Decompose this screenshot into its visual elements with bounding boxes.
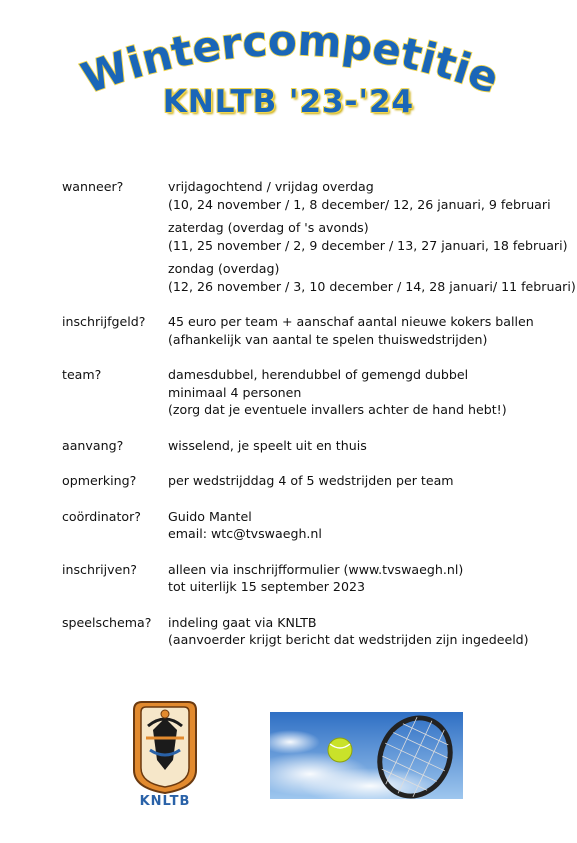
- value-block: [168, 472, 562, 490]
- value-line: 45 euro per team + aanschaf aantal nieuwe kokers ballen: [168, 314, 534, 329]
- value-line: tot uiterlijk 15 september 2023: [168, 579, 365, 594]
- value-block: [168, 508, 562, 543]
- value-line: zondag (overdag): [168, 261, 280, 276]
- value-line: alleen via inschrijfformulier (www.tvswaegh.nl): [168, 561, 464, 577]
- value-line: Guido Mantel: [168, 508, 252, 524]
- row-label: team?: [62, 367, 102, 382]
- value-line: email: wtc@tvswaegh.nl: [168, 526, 322, 541]
- row-value: [168, 614, 562, 649]
- value-block: [168, 260, 576, 295]
- value-line: (afhankelijk van aantal te spelen thuiswedstrijden): [168, 331, 488, 347]
- value-line: vrijdagochtend / vrijdag overdag: [168, 179, 374, 194]
- info-row: [62, 178, 576, 295]
- tennis-racket-ball-photo: [270, 712, 463, 799]
- row-label: aanvang?: [62, 437, 124, 453]
- value-line: (10, 24 november / 1, 8 december/ 12, 26 januari, 9 februari: [168, 196, 551, 212]
- value-line: (zorg dat je eventuele invallers achter de hand hebt!): [168, 402, 507, 417]
- row-value: [168, 366, 562, 419]
- row-value: [168, 178, 576, 295]
- value-line: (11, 25 november / 2, 9 december / 13, 27 januari, 18 februari): [168, 237, 568, 253]
- row-label: opmerking?: [62, 473, 137, 488]
- value-block: [168, 437, 562, 455]
- row-label: inschrijfgeld?: [62, 314, 146, 329]
- row-value: [168, 437, 562, 455]
- value-line: per wedstrijddag 4 of 5 wedstrijden per team: [168, 473, 454, 488]
- info-row: [62, 561, 562, 596]
- value-line: indeling gaat via KNLTB: [168, 614, 317, 630]
- value-line: (12, 26 november / 3, 10 december / 14, 28 januari/ 11 februari): [168, 278, 576, 294]
- info-row: [62, 366, 562, 419]
- value-block: [168, 178, 576, 213]
- value-line: damesdubbel, herendubbel of gemengd dubbel: [168, 367, 469, 382]
- info-row: [62, 472, 562, 490]
- value-block: [168, 313, 562, 348]
- value-line: zaterdag (overdag of 's avonds): [168, 220, 369, 235]
- row-value: [168, 472, 562, 490]
- row-label: speelschema?: [62, 614, 152, 630]
- info-row: [62, 313, 562, 348]
- row-label: inschrijven?: [62, 561, 137, 577]
- value-block: [168, 614, 562, 649]
- info-row: [62, 437, 562, 455]
- row-label: wanneer?: [62, 179, 124, 194]
- page-subtitle: KNLTB '23-'24: [162, 84, 415, 120]
- row-label: coördinator?: [62, 508, 141, 524]
- value-line: wisselend, je speelt uit en thuis: [168, 437, 367, 453]
- info-row: [62, 614, 562, 649]
- row-value: [168, 561, 562, 596]
- value-line: minimaal 4 personen: [168, 384, 302, 400]
- info-list: [62, 178, 576, 667]
- value-line: (aanvoerder krijgt bericht dat wedstrijden zijn ingedeeld): [168, 632, 529, 647]
- value-block: [168, 366, 562, 419]
- page-title: Wintercompetitie: [75, 20, 506, 104]
- row-value: [168, 508, 562, 543]
- value-block: [168, 219, 576, 254]
- info-row: [62, 508, 562, 543]
- row-value: [168, 313, 562, 348]
- value-block: [168, 561, 562, 596]
- knltb-logo-text: KNLTB: [139, 794, 191, 809]
